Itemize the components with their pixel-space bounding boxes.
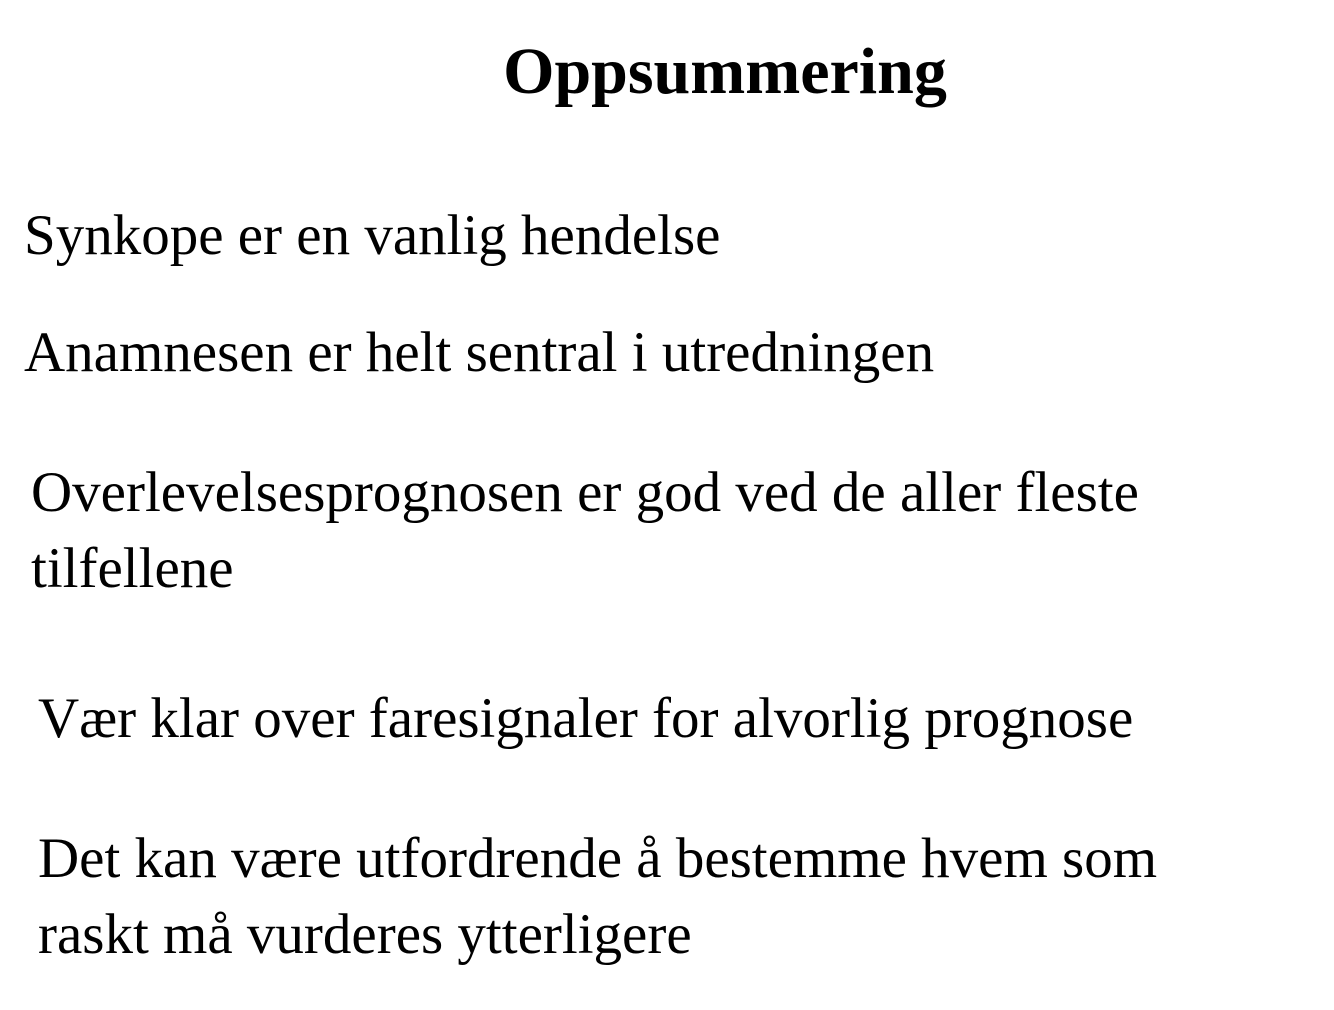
- summary-point-1: Synkope er en vanlig hendelse: [24, 204, 721, 267]
- slide-title: Oppsummering: [503, 35, 947, 108]
- summary-point-2: Anamnesen er helt sentral i utredningen: [24, 321, 935, 384]
- summary-point-3-line-1: Overlevelsesprognosen er god ved de aller fleste: [31, 461, 1139, 524]
- summary-point-3-line-2: tilfellene: [31, 537, 234, 600]
- summary-point-4: Vær klar over faresignaler for alvorlig prognose: [38, 687, 1134, 750]
- summary-point-5-line-2: raskt må vurderes ytterligere: [38, 903, 692, 966]
- summary-point-5-line-1: Det kan være utfordrende å bestemme hvem som: [38, 827, 1158, 890]
